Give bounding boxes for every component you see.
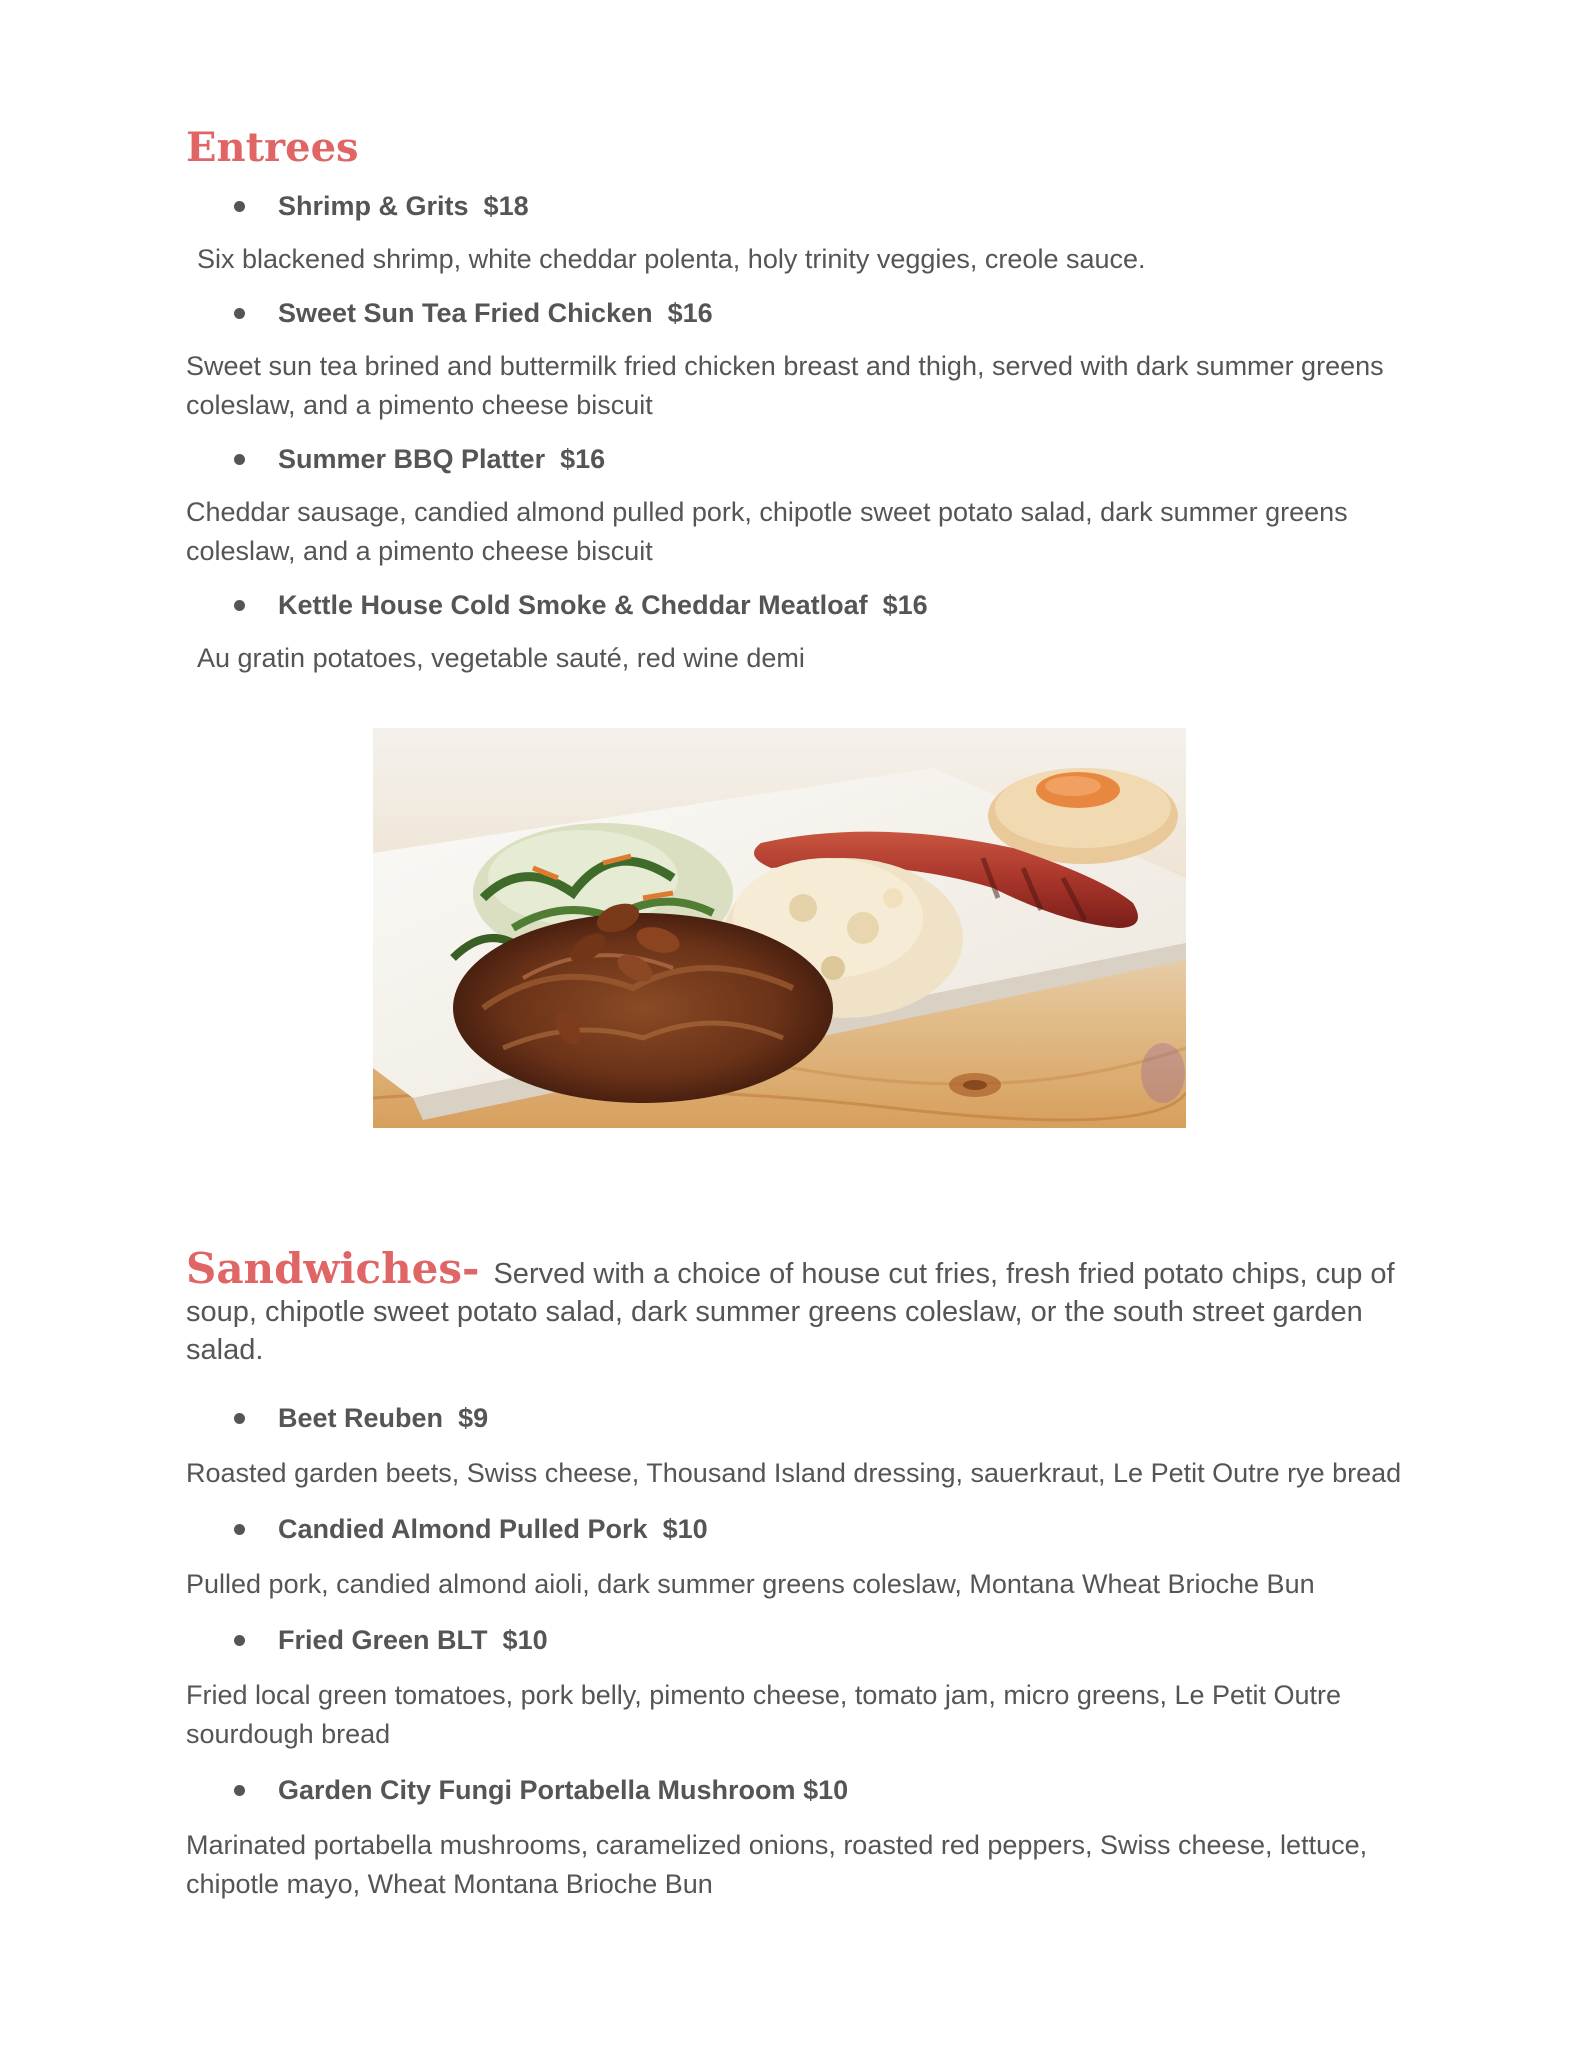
item-description: Pulled pork, candied almond aioli, dark summer greens coleslaw, Montana Wheat Brioche Bun bbox=[186, 1569, 1315, 1599]
bullet-icon bbox=[234, 1524, 245, 1535]
item-price: $10 bbox=[803, 1775, 849, 1805]
item-name: Garden City Fungi Portabella Mushroom bbox=[278, 1775, 796, 1805]
bullet-icon bbox=[234, 600, 245, 611]
item-description: Cheddar sausage, candied almond pulled pork, chipotle sweet potato salad, dark summer greens coleslaw, and a pimento cheese biscuit bbox=[186, 497, 1348, 566]
sandwiches-section bbox=[186, 1398, 1416, 1904]
sandwiches-intro: Served with a choice of house cut fries, fresh fried potato chips, cup of soup, chipotle sweet potato salad, dark summer greens coleslaw, or the south street garden salad. bbox=[186, 1258, 1395, 1366]
item-price: $9 bbox=[458, 1403, 489, 1433]
item-name: Beet Reuben bbox=[278, 1403, 444, 1433]
bbq-platter-photo bbox=[373, 728, 1186, 1128]
bullet-icon bbox=[234, 454, 245, 465]
bullet-icon bbox=[234, 1413, 245, 1424]
sandwich-item-beet-reuben bbox=[186, 1398, 1416, 1438]
item-name: Summer BBQ Platter bbox=[278, 444, 546, 474]
item-description: Fried local green tomatoes, pork belly, pimento cheese, tomato jam, micro greens, Le Petit Outre sourdough bread bbox=[186, 1680, 1342, 1749]
item-name: Kettle House Cold Smoke & Cheddar Meatloaf bbox=[278, 590, 868, 620]
item-description: Au gratin potatoes, vegetable sauté, red wine demi bbox=[197, 643, 805, 673]
item-name: Fried Green BLT bbox=[278, 1625, 488, 1655]
item-name: Sweet Sun Tea Fried Chicken bbox=[278, 298, 653, 328]
entree-item-meatloaf bbox=[186, 585, 1416, 625]
sandwich-item-fried-green-blt bbox=[186, 1620, 1416, 1660]
item-price: $16 bbox=[882, 590, 928, 620]
item-description: Roasted garden beets, Swiss cheese, Thousand Island dressing, sauerkraut, Le Petit Outre rye bread bbox=[186, 1458, 1402, 1488]
bullet-icon bbox=[234, 308, 245, 319]
sandwich-item-portabella bbox=[186, 1770, 1416, 1810]
item-description: Sweet sun tea brined and buttermilk fried chicken breast and thigh, served with dark summer greens coleslaw, and a pimento cheese biscuit bbox=[186, 351, 1384, 420]
entrees-title: Entrees bbox=[186, 124, 359, 171]
item-name: Candied Almond Pulled Pork bbox=[278, 1514, 648, 1544]
sandwich-item-pulled-pork bbox=[186, 1509, 1416, 1549]
bullet-icon bbox=[234, 1785, 245, 1796]
entree-item-bbq-platter bbox=[186, 439, 1416, 479]
item-price: $10 bbox=[662, 1514, 708, 1544]
item-description: Marinated portabella mushrooms, caramelized onions, roasted red peppers, Swiss cheese, lettuce, chipotle mayo, Wheat Montana Brioche Bun bbox=[186, 1830, 1368, 1899]
item-price: $10 bbox=[502, 1625, 548, 1655]
entrees-section bbox=[186, 118, 1416, 678]
entree-item-fried-chicken bbox=[186, 293, 1416, 333]
item-price: $16 bbox=[560, 444, 606, 474]
sandwiches-title: Sandwiches- bbox=[186, 1244, 480, 1293]
item-name: Shrimp & Grits bbox=[278, 191, 469, 221]
item-price: $16 bbox=[667, 298, 713, 328]
sandwiches-header bbox=[186, 1244, 1416, 1369]
item-price: $18 bbox=[483, 191, 529, 221]
bullet-icon bbox=[234, 1635, 245, 1646]
bullet-icon bbox=[234, 201, 245, 212]
entree-item-shrimp-grits bbox=[186, 186, 1416, 226]
item-description: Six blackened shrimp, white cheddar polenta, holy trinity veggies, creole sauce. bbox=[197, 244, 1146, 274]
